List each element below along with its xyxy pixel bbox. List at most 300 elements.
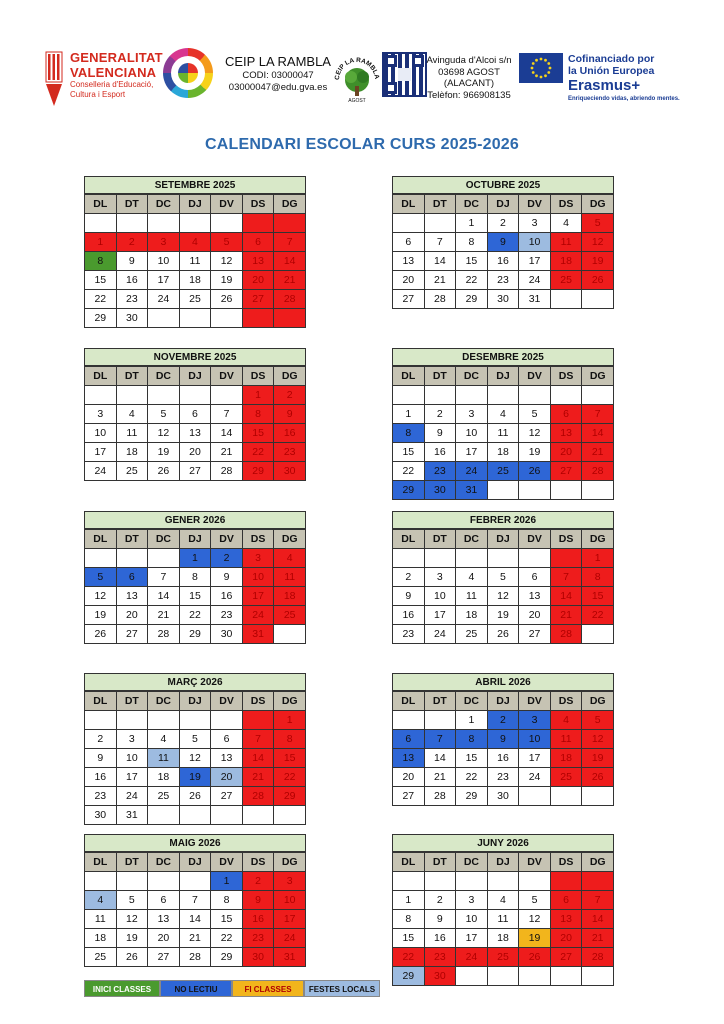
day-cell: 20 [393, 271, 425, 290]
eu-line-2: la Unión Europea [568, 65, 655, 77]
day-cell: 14 [242, 749, 274, 768]
weekday-header: DL [85, 530, 117, 549]
week-row [393, 749, 614, 768]
day-cell: 29 [85, 309, 117, 328]
day-cell: 7 [211, 405, 243, 424]
week-row [85, 568, 306, 587]
day-cell: 22 [85, 290, 117, 309]
weekday-header: DJ [179, 530, 211, 549]
week-row [393, 252, 614, 271]
day-cell: 8 [179, 568, 211, 587]
empty-day-cell [116, 549, 148, 568]
day-cell: 27 [179, 462, 211, 481]
empty-day-cell [582, 967, 614, 986]
day-cell: 21 [424, 271, 456, 290]
day-cell: 15 [393, 929, 425, 948]
day-cell: 18 [85, 929, 117, 948]
day-cell: 6 [242, 233, 274, 252]
empty-day-cell [456, 386, 488, 405]
empty-day-cell [582, 481, 614, 500]
empty-day-cell [456, 872, 488, 891]
empty-day-cell [85, 386, 117, 405]
day-cell: 2 [393, 568, 425, 587]
empty-day-cell [242, 711, 274, 730]
day-cell: 9 [116, 252, 148, 271]
weekday-header: DG [274, 367, 306, 386]
empty-day-cell [148, 806, 180, 825]
week-row [85, 462, 306, 481]
week-row [85, 730, 306, 749]
day-cell: 3 [242, 549, 274, 568]
day-cell: 25 [274, 606, 306, 625]
gva-title-1: GENERALITAT [70, 50, 163, 65]
day-cell: 25 [487, 462, 519, 481]
day-cell: 21 [550, 606, 582, 625]
day-cell: 18 [179, 271, 211, 290]
day-cell: 26 [116, 948, 148, 967]
day-cell: 18 [456, 606, 488, 625]
legend-label: NO LECTIU [174, 985, 218, 994]
weekday-header: DT [116, 195, 148, 214]
empty-day-cell [179, 806, 211, 825]
day-cell: 24 [456, 462, 488, 481]
day-cell: 15 [85, 271, 117, 290]
empty-day-cell [116, 711, 148, 730]
day-cell: 5 [179, 730, 211, 749]
day-cell: 28 [148, 625, 180, 644]
weekday-header: DV [211, 530, 243, 549]
day-cell: 23 [487, 271, 519, 290]
address-phone: Telèfon: 966908135 [427, 89, 511, 101]
day-cell: 5 [85, 568, 117, 587]
week-row [393, 462, 614, 481]
day-cell: 26 [148, 462, 180, 481]
day-cell: 22 [456, 271, 488, 290]
generalitat-emblem-icon [44, 50, 64, 108]
tree-logo-text: CEIP LA RAMBLA [334, 56, 380, 81]
day-cell: 15 [582, 587, 614, 606]
empty-day-cell [550, 386, 582, 405]
day-cell: 4 [487, 891, 519, 910]
day-cell: 10 [242, 568, 274, 587]
day-cell: 13 [393, 252, 425, 271]
week-row [393, 568, 614, 587]
day-cell: 11 [274, 568, 306, 587]
empty-day-cell [582, 625, 614, 644]
erasmus-label: Erasmus+ [568, 77, 641, 94]
day-cell: 22 [242, 443, 274, 462]
empty-day-cell [393, 214, 425, 233]
empty-day-cell [550, 549, 582, 568]
day-cell: 2 [242, 872, 274, 891]
day-cell: 16 [274, 424, 306, 443]
gva-subtitle-1: Conselleria d'Educació, [70, 80, 154, 89]
day-cell: 17 [242, 587, 274, 606]
empty-day-cell [179, 214, 211, 233]
day-cell: 15 [211, 910, 243, 929]
day-cell: 15 [274, 749, 306, 768]
day-cell: 10 [274, 891, 306, 910]
weekday-header: DS [242, 195, 274, 214]
day-cell: 19 [116, 929, 148, 948]
week-row [85, 910, 306, 929]
week-row [85, 768, 306, 787]
day-cell: 18 [550, 749, 582, 768]
week-row [85, 872, 306, 891]
day-cell: 16 [85, 768, 117, 787]
weekday-header: DC [148, 530, 180, 549]
day-cell: 19 [582, 252, 614, 271]
day-cell: 7 [274, 233, 306, 252]
empty-day-cell [148, 309, 180, 328]
weekday-header: DC [456, 367, 488, 386]
empty-day-cell [550, 290, 582, 309]
day-cell: 23 [211, 606, 243, 625]
week-row [393, 929, 614, 948]
day-cell: 20 [550, 929, 582, 948]
weekday-header: DJ [487, 692, 519, 711]
day-cell: 5 [582, 711, 614, 730]
day-cell: 23 [274, 443, 306, 462]
gva-subtitle-2: Cultura i Esport [70, 90, 126, 99]
week-row [85, 606, 306, 625]
day-cell: 20 [393, 768, 425, 787]
empty-day-cell [550, 872, 582, 891]
day-cell: 7 [550, 568, 582, 587]
month-calendar-febrer [392, 511, 614, 644]
week-row [393, 967, 614, 986]
weekday-header: DL [85, 853, 117, 872]
empty-day-cell [519, 787, 551, 806]
month-calendar-abril [392, 673, 614, 806]
day-cell: 30 [424, 967, 456, 986]
day-cell: 6 [393, 730, 425, 749]
week-row [85, 252, 306, 271]
weekday-header: DL [393, 853, 425, 872]
month-grid [392, 852, 614, 986]
day-cell: 22 [582, 606, 614, 625]
empty-day-cell [487, 481, 519, 500]
month-calendar-octubre [392, 176, 614, 309]
week-row [393, 625, 614, 644]
day-cell: 24 [85, 462, 117, 481]
day-cell: 12 [519, 424, 551, 443]
day-cell: 18 [487, 443, 519, 462]
day-cell: 31 [519, 290, 551, 309]
empty-day-cell [274, 806, 306, 825]
week-row [85, 271, 306, 290]
day-cell: 27 [550, 948, 582, 967]
tree-logo-sub: AGOST [348, 98, 366, 104]
week-row [393, 711, 614, 730]
day-cell: 26 [487, 625, 519, 644]
weekday-header: DT [424, 692, 456, 711]
month-name: SETEMBRE 2025 [84, 176, 306, 194]
day-cell: 19 [211, 271, 243, 290]
empty-day-cell [242, 806, 274, 825]
day-cell: 12 [582, 730, 614, 749]
empty-day-cell [550, 787, 582, 806]
day-cell: 13 [550, 910, 582, 929]
day-cell: 8 [393, 910, 425, 929]
month-name: FEBRER 2026 [392, 511, 614, 529]
day-cell: 16 [393, 606, 425, 625]
day-cell: 22 [456, 768, 488, 787]
empty-day-cell [582, 290, 614, 309]
day-cell: 24 [148, 290, 180, 309]
day-cell: 25 [116, 462, 148, 481]
empty-day-cell [456, 967, 488, 986]
day-cell: 10 [424, 587, 456, 606]
month-name: OCTUBRE 2025 [392, 176, 614, 194]
empty-day-cell [519, 386, 551, 405]
weekday-header: DG [274, 530, 306, 549]
week-row [393, 290, 614, 309]
weekday-header: DG [582, 692, 614, 711]
week-row [393, 948, 614, 967]
day-cell: 30 [85, 806, 117, 825]
day-cell: 27 [116, 625, 148, 644]
day-cell: 14 [211, 424, 243, 443]
day-cell: 2 [211, 549, 243, 568]
day-cell: 30 [242, 948, 274, 967]
day-cell: 26 [519, 462, 551, 481]
day-cell: 8 [242, 405, 274, 424]
month-calendar-maig [84, 834, 306, 967]
day-cell: 13 [242, 252, 274, 271]
weekday-header: DS [242, 530, 274, 549]
day-cell: 28 [424, 290, 456, 309]
weekday-header: DV [519, 853, 551, 872]
weekday-header: DT [116, 692, 148, 711]
day-cell: 20 [519, 606, 551, 625]
day-cell: 1 [456, 711, 488, 730]
day-cell: 25 [85, 948, 117, 967]
day-cell: 28 [582, 948, 614, 967]
day-cell: 21 [424, 768, 456, 787]
day-cell: 8 [274, 730, 306, 749]
day-cell: 22 [179, 606, 211, 625]
week-row [393, 891, 614, 910]
week-row [85, 290, 306, 309]
weekday-header: DC [456, 530, 488, 549]
empty-day-cell [424, 386, 456, 405]
weekday-header: DJ [179, 692, 211, 711]
empty-day-cell [148, 872, 180, 891]
empty-day-cell [85, 549, 117, 568]
week-row [393, 872, 614, 891]
day-cell: 23 [85, 787, 117, 806]
day-cell: 3 [456, 405, 488, 424]
day-cell: 25 [179, 290, 211, 309]
empty-day-cell [424, 549, 456, 568]
month-calendar-juny [392, 834, 614, 986]
weekday-header: DJ [487, 367, 519, 386]
weekday-header: DJ [179, 367, 211, 386]
weekday-header: DG [274, 853, 306, 872]
month-name: JUNY 2026 [392, 834, 614, 852]
empty-day-cell [179, 872, 211, 891]
day-cell: 24 [519, 768, 551, 787]
school-address [426, 55, 512, 101]
day-cell: 17 [424, 606, 456, 625]
day-cell: 21 [148, 606, 180, 625]
empty-day-cell [519, 481, 551, 500]
day-cell: 11 [550, 730, 582, 749]
weekday-header: DC [148, 692, 180, 711]
day-cell: 13 [211, 749, 243, 768]
weekday-header: DT [424, 853, 456, 872]
day-cell: 31 [242, 625, 274, 644]
weekday-header: DV [211, 195, 243, 214]
empty-day-cell [582, 386, 614, 405]
day-cell: 20 [242, 271, 274, 290]
day-cell: 16 [487, 252, 519, 271]
empty-day-cell [550, 481, 582, 500]
day-cell: 23 [424, 948, 456, 967]
week-row [85, 625, 306, 644]
day-cell: 28 [242, 787, 274, 806]
weekday-header: DS [550, 195, 582, 214]
day-cell: 2 [424, 405, 456, 424]
weekday-header: DS [242, 367, 274, 386]
day-cell: 17 [456, 443, 488, 462]
school-tree-logo [334, 50, 380, 104]
month-name: NOVEMBRE 2025 [84, 348, 306, 366]
week-row [85, 711, 306, 730]
weekday-header: DJ [179, 195, 211, 214]
empty-day-cell [179, 386, 211, 405]
day-cell: 4 [179, 233, 211, 252]
day-cell: 15 [179, 587, 211, 606]
day-cell: 1 [582, 549, 614, 568]
day-cell: 9 [274, 405, 306, 424]
day-cell: 11 [550, 233, 582, 252]
erasmus-tagline: Enriqueciendo vidas, abriendo mentes. [568, 96, 680, 102]
school-code: CODI: 03000047 [242, 70, 314, 81]
day-cell: 30 [211, 625, 243, 644]
weekday-header: DV [519, 530, 551, 549]
weekday-header: DL [85, 195, 117, 214]
day-cell: 6 [550, 405, 582, 424]
day-cell: 9 [487, 233, 519, 252]
day-cell: 30 [487, 290, 519, 309]
month-calendar-desembre [392, 348, 614, 500]
month-calendar-marc [84, 673, 306, 825]
week-row [85, 549, 306, 568]
day-cell: 6 [116, 568, 148, 587]
day-cell: 9 [242, 891, 274, 910]
week-row [393, 233, 614, 252]
week-row [393, 768, 614, 787]
week-row [393, 424, 614, 443]
weekday-header: DT [424, 530, 456, 549]
day-cell: 21 [179, 929, 211, 948]
day-cell: 13 [393, 749, 425, 768]
empty-day-cell [582, 872, 614, 891]
generalitat-logo [44, 50, 163, 108]
day-cell: 19 [487, 606, 519, 625]
week-row [85, 424, 306, 443]
day-cell: 24 [242, 606, 274, 625]
week-row [393, 730, 614, 749]
day-cell: 27 [393, 290, 425, 309]
weekday-header: DC [148, 195, 180, 214]
empty-day-cell [274, 309, 306, 328]
week-row [393, 214, 614, 233]
empty-day-cell [148, 386, 180, 405]
day-cell: 26 [211, 290, 243, 309]
weekday-header: DS [550, 367, 582, 386]
month-calendar-gener [84, 511, 306, 644]
day-cell: 14 [424, 749, 456, 768]
day-cell: 5 [116, 891, 148, 910]
day-cell: 1 [274, 711, 306, 730]
day-cell: 10 [85, 424, 117, 443]
legend-label: FESTES LOCALS [308, 985, 376, 994]
weekday-header: DS [550, 530, 582, 549]
empty-day-cell [211, 309, 243, 328]
day-cell: 9 [424, 424, 456, 443]
day-cell: 29 [393, 967, 425, 986]
qr-code[interactable] [382, 52, 427, 97]
day-cell: 6 [393, 233, 425, 252]
school-email: 03000047@edu.gva.es [228, 82, 328, 93]
weekday-header: DL [393, 530, 425, 549]
weekday-header: DS [242, 692, 274, 711]
empty-day-cell [211, 214, 243, 233]
legend-item-no-lectiu [160, 980, 232, 997]
weekday-header: DT [116, 367, 148, 386]
day-cell: 10 [116, 749, 148, 768]
day-cell: 6 [519, 568, 551, 587]
day-cell: 11 [456, 587, 488, 606]
day-cell: 22 [393, 462, 425, 481]
day-cell: 3 [519, 214, 551, 233]
day-cell: 22 [211, 929, 243, 948]
day-cell: 28 [211, 462, 243, 481]
week-row [85, 214, 306, 233]
day-cell: 26 [582, 271, 614, 290]
empty-day-cell [242, 309, 274, 328]
day-cell: 19 [148, 443, 180, 462]
day-cell: 4 [550, 214, 582, 233]
day-cell: 9 [393, 587, 425, 606]
empty-day-cell [393, 549, 425, 568]
legend-item-fi-classes [232, 980, 304, 997]
day-cell: 3 [274, 872, 306, 891]
school-info [218, 54, 338, 94]
day-cell: 25 [456, 625, 488, 644]
day-cell: 28 [582, 462, 614, 481]
weekday-header: DC [456, 692, 488, 711]
day-cell: 29 [456, 787, 488, 806]
day-cell: 26 [85, 625, 117, 644]
day-cell: 22 [393, 948, 425, 967]
day-cell: 8 [85, 252, 117, 271]
day-cell: 23 [242, 929, 274, 948]
day-cell: 7 [424, 730, 456, 749]
day-cell: 3 [456, 891, 488, 910]
day-cell: 13 [116, 587, 148, 606]
day-cell: 21 [274, 271, 306, 290]
day-cell: 7 [582, 405, 614, 424]
day-cell: 18 [550, 252, 582, 271]
empty-day-cell [116, 214, 148, 233]
empty-day-cell [179, 711, 211, 730]
day-cell: 29 [242, 462, 274, 481]
month-grid [392, 529, 614, 644]
